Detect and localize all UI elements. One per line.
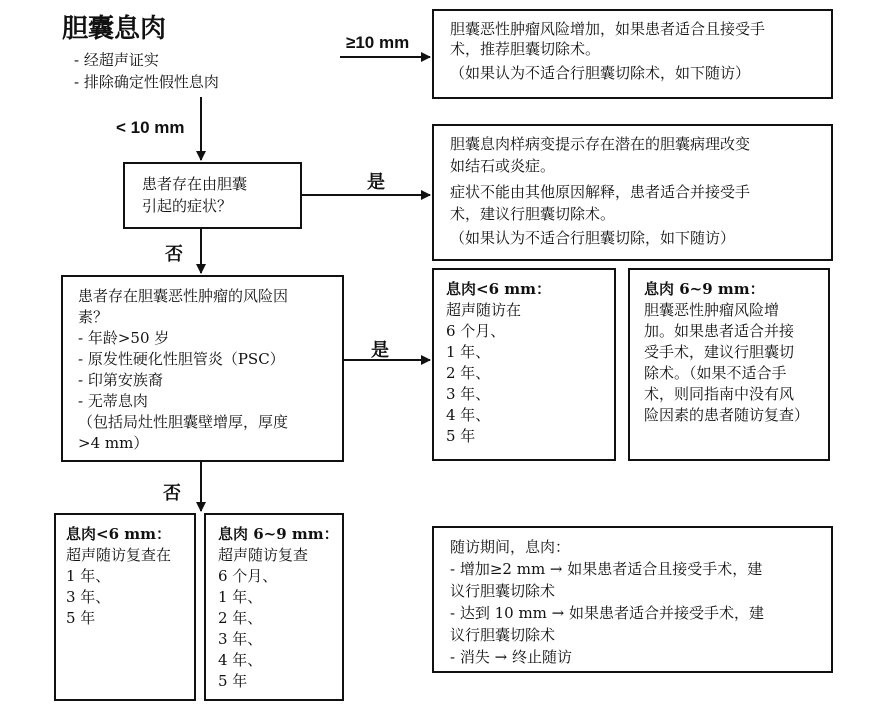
box-line: 加。如果患者适合并接: [644, 322, 795, 340]
box-line: 胆囊恶性肿瘤风险增加，如果患者适合且接受手: [450, 20, 766, 38]
box-line: 险因素的患者随访复查）: [644, 406, 810, 424]
box-line: 1 年、: [218, 588, 263, 606]
box-line: 1 年、: [66, 567, 111, 585]
intro-item-ultrasound: - 经超声证实: [74, 51, 159, 69]
box-line: 5 年: [446, 427, 476, 445]
followup-rule-increase: - 增加≥2 mm → 如果患者适合且接受手术，建: [450, 560, 763, 578]
box-line: 除术。（如果不适合手: [644, 364, 787, 382]
box-line: 4 年、: [446, 406, 491, 424]
box-line: 随访期间，息肉：: [450, 538, 571, 556]
box-heading: 息肉 6~9 mm：: [218, 525, 339, 543]
box-line: 术，则同指南中没有风: [644, 385, 795, 403]
box-line: 如结石或炎症。: [450, 157, 556, 175]
box-line: （如果认为不适合行胆囊切除术，如下随访）: [450, 64, 751, 82]
risk-factor-sessile: - 无蒂息肉: [78, 392, 148, 410]
edge-label-no-risk: 否: [163, 483, 181, 503]
box-risk-polyp-lt6: [432, 268, 616, 461]
risk-factor-psc: - 原发性硬化性胆管炎（PSC）: [78, 350, 285, 368]
box-symptomatic-recommendation: [432, 124, 833, 261]
box-risk-polyp-6to9: [628, 268, 830, 461]
box-line: 超声随访复查: [218, 546, 309, 564]
box-line: 引起的症状？: [142, 197, 233, 215]
box-line: 胆囊息肉样病变提示存在潜在的胆囊病理改变: [450, 135, 751, 153]
box-line: 6 个月、: [218, 567, 278, 585]
box-line: （包括局灶性胆囊壁增厚，厚度: [78, 413, 289, 431]
box-line: 3 年、: [66, 588, 111, 606]
box-norisk-polyp-lt6: [54, 513, 196, 701]
box-line: 症状不能由其他原因解释，患者适合并接受手: [450, 183, 751, 201]
box-line: 患者存在胆囊恶性肿瘤的风险因: [78, 287, 289, 305]
box-norisk-polyp-6to9: [204, 513, 344, 701]
followup-rule-disappear: - 消失 → 终止随访: [450, 648, 572, 666]
box-line: >4 mm）: [78, 434, 149, 452]
risk-factor-ethnicity: - 印第安族裔: [78, 371, 163, 389]
box-line: 患者存在由胆囊: [142, 175, 248, 193]
box-line: 议行胆囊切除术: [450, 626, 556, 644]
diagram-title: 胆囊息肉: [62, 14, 167, 44]
box-line: 议行胆囊切除术: [450, 582, 556, 600]
edge-label-no-symptom: 否: [165, 244, 183, 264]
box-line: 超声随访复查在: [66, 546, 172, 564]
followup-rule-reach10: - 达到 10 mm → 如果患者适合并接受手术，建: [450, 604, 765, 622]
box-line: 素？: [78, 308, 109, 326]
box-line: 2 年、: [218, 609, 263, 627]
box-line: 3 年、: [446, 385, 491, 403]
box-line: 术，建议行胆囊切除术。: [450, 205, 616, 223]
box-line: 5 年: [218, 672, 248, 690]
edge-label-lt10: < 10 mm: [116, 118, 185, 137]
box-heading: 息肉 6~9 mm：: [644, 280, 765, 298]
risk-factor-age: - 年龄>50 岁: [78, 329, 170, 347]
box-line: 胆囊恶性肿瘤风险增: [644, 301, 780, 319]
box-line: （如果认为不适合行胆囊切除，如下随访）: [450, 229, 736, 247]
box-risk-factors-question: [61, 275, 344, 462]
box-line: 5 年: [66, 609, 96, 627]
box-ge10-recommendation: [432, 9, 833, 99]
box-followup-rules: [432, 526, 833, 673]
edge-label-yes-symptom: 是: [367, 172, 385, 192]
box-line: 超声随访在: [446, 301, 522, 319]
box-line: 2 年、: [446, 364, 491, 382]
edge-label-yes-risk: 是: [371, 340, 389, 360]
box-line: 4 年、: [218, 651, 263, 669]
box-heading: 息肉<6 mm：: [446, 280, 551, 298]
box-line: 1 年、: [446, 343, 491, 361]
box-heading: 息肉<6 mm：: [66, 525, 171, 543]
box-line: 术，推荐胆囊切除术。: [450, 40, 601, 58]
box-line: 受手术，建议行胆囊切: [644, 343, 795, 361]
box-symptom-question: [123, 162, 302, 229]
edge-label-ge10: ≥10 mm: [346, 33, 410, 52]
intro-item-exclude-pseudo: - 排除确定性假性息肉: [74, 73, 219, 91]
box-line: 3 年、: [218, 630, 263, 648]
box-line: 6 个月、: [446, 322, 506, 340]
